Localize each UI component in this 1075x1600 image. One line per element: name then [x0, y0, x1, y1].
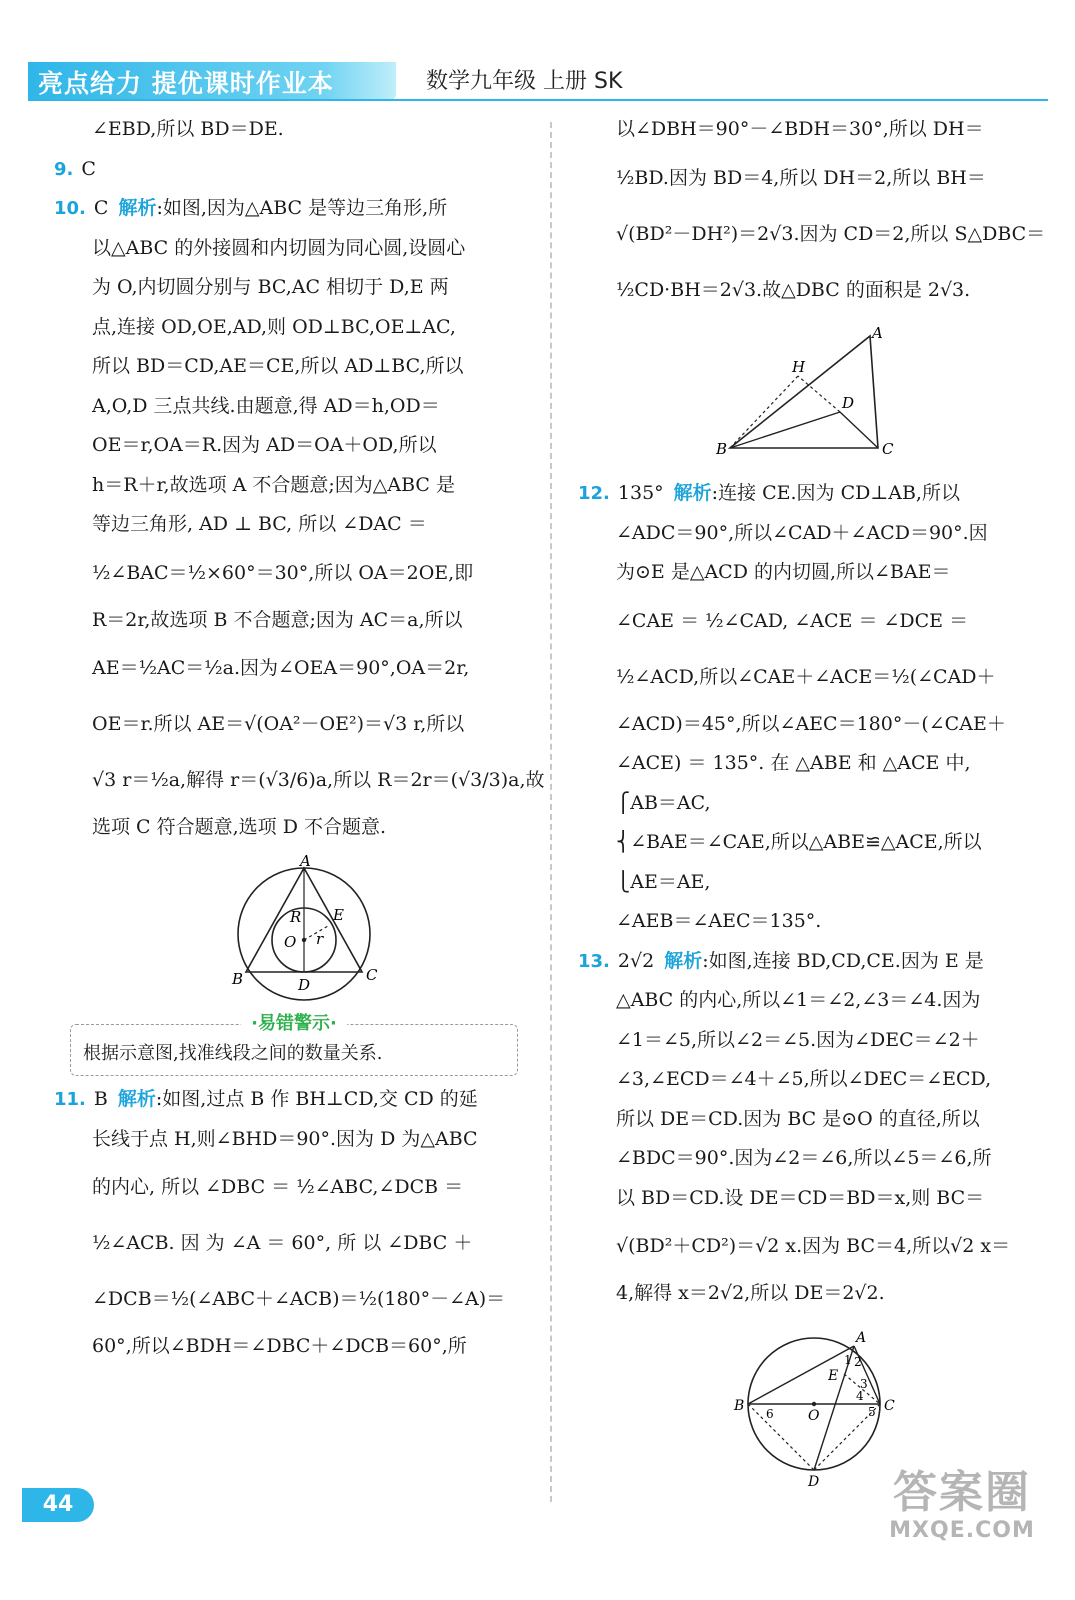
- label-D: D: [298, 975, 311, 994]
- label-B: B: [734, 1397, 745, 1414]
- question-number: 11.: [54, 1089, 86, 1110]
- label-B: B: [716, 439, 728, 454]
- figure-q10: [54, 854, 530, 1019]
- text-line: 以 BD＝CD.设 DE＝CD＝BD＝x,则 BC＝: [616, 1186, 985, 1209]
- right-column: [578, 110, 1050, 1510]
- question-13: [578, 942, 1050, 982]
- text-line: ∠BDC＝90°.因为∠2＝∠6,所以∠5＝∠6,所: [616, 1147, 992, 1169]
- warning-box: [70, 1013, 518, 1076]
- text-line: :如图,因为△ABC 是等边三角形,所: [156, 197, 448, 219]
- label-C: C: [882, 439, 894, 454]
- analysis-label: 解析: [117, 1088, 156, 1110]
- label-A: A: [872, 323, 883, 342]
- text-line: 长线于点 H,则∠BHD＝90°.因为 D 为△ABC: [92, 1127, 478, 1150]
- text-line: :连接 CE.因为 CD⊥AB,所以: [711, 482, 960, 504]
- answer: 135°: [617, 482, 664, 504]
- warning-title: ·易错警示·: [241, 1009, 347, 1039]
- text-line: ∠DCB＝½(∠ABC＋∠ACB)＝½(180°－∠A)＝: [92, 1288, 506, 1310]
- angle-label-5: 5: [868, 1404, 876, 1419]
- text-line: ⎨∠BAE＝∠CAE,所以△ABE≌△ACE,所以: [616, 831, 982, 853]
- answer: B: [93, 1088, 108, 1110]
- watermark: [872, 1468, 1052, 1543]
- text-line: :如图,连接 BD,CD,CE.因为 E 是: [702, 949, 984, 972]
- text-line: ⎩AE＝AE,: [616, 870, 711, 893]
- text-line: OE＝r,OA＝R.因为 AD＝OA＋OD,所以: [92, 434, 437, 456]
- question-number: 10.: [54, 198, 86, 219]
- question-12: [578, 474, 1050, 514]
- label-O: O: [284, 932, 297, 951]
- text-line: ½CD·BH＝2√3.故△DBC 的面积是 2√3.: [616, 278, 971, 301]
- question-number: 13.: [578, 950, 610, 972]
- book-info: 数学九年级 上册 SK: [426, 69, 623, 94]
- text-line: ∠3,∠ECD＝∠4＋∠5,所以∠DEC＝∠ECD,: [616, 1068, 992, 1090]
- label-R: R: [290, 907, 302, 926]
- label-O: O: [808, 1407, 820, 1424]
- text-line: √3 r＝½a,解得 r＝(√3/6)a,所以 R＝2r＝(√3/3)a,故: [92, 769, 545, 791]
- text-line: △ABC 的内心,所以∠1＝∠2,∠3＝∠4.因为: [616, 989, 981, 1011]
- label-E: E: [333, 905, 344, 924]
- watermark-logo: 答案圈: [893, 1467, 1031, 1518]
- label-H: H: [792, 357, 806, 376]
- text-line: 4,解得 x＝2√2,所以 DE＝2√2.: [616, 1282, 885, 1304]
- series-title: 亮点给力 提优课时作业本: [38, 69, 334, 98]
- question-number: 9.: [54, 158, 74, 180]
- text-line: ∠CAE ＝ ½∠CAD, ∠ACE ＝ ∠DCE ＝: [616, 609, 969, 632]
- label-D: D: [842, 393, 855, 412]
- circle-triangle-diagram: [54, 854, 530, 1004]
- left-column: [54, 110, 545, 1367]
- text-line: √(BD²－DH²)＝2√3.因为 CD＝2,所以 S△DBC＝: [616, 222, 1046, 245]
- analysis-label: 解析: [664, 949, 703, 972]
- text-line: 的内心, 所以 ∠DBC ＝ ½∠ABC,∠DCB ＝: [92, 1176, 464, 1198]
- angle-label-6: 6: [766, 1406, 774, 1421]
- question-10: [54, 189, 530, 229]
- text-line: AE＝½AC＝½a.因为∠OEA＝90°,OA＝2r,: [92, 657, 470, 679]
- question-9: [54, 150, 530, 190]
- label-r: r: [316, 929, 324, 948]
- text-line: 为⊙E 是△ACD 的内切圆,所以∠BAE＝: [616, 561, 951, 583]
- text-line: A,O,D 三点共线.由题意,得 AD＝h,OD＝: [92, 394, 440, 417]
- angle-label-2: 2: [854, 1354, 862, 1369]
- text-line: ½∠BAC＝½×60°＝30°,所以 OA＝2OE,即: [92, 561, 474, 584]
- text-line: 60°,所以∠BDH＝∠DBC＋∠DCB＝60°,所: [92, 1335, 467, 1357]
- text-line: ∠1＝∠5,所以∠2＝∠5.因为∠DEC＝∠2＋: [616, 1028, 980, 1051]
- answer: C: [81, 157, 96, 180]
- text-line: 以∠DBH＝90°－∠BDH＝30°,所以 DH＝: [616, 118, 984, 140]
- triangle-incenter-diagram: [578, 324, 1050, 454]
- column-divider: [550, 122, 552, 1502]
- analysis-label: 解析: [673, 482, 712, 504]
- text-line: ∠EBD,所以 BD＝DE.: [92, 118, 284, 140]
- text-line: √(BD²＋CD²)＝√2 x.因为 BC＝4,所以√2 x＝: [616, 1235, 1011, 1257]
- label-B: B: [232, 969, 244, 988]
- label-A: A: [300, 853, 311, 870]
- text-line: ½∠ACB. 因 为 ∠A ＝ 60°, 所 以 ∠DBC ＋: [92, 1232, 473, 1254]
- text-line: ∠AEB＝∠AEC＝135°.: [616, 910, 822, 932]
- question-11: [54, 1080, 530, 1120]
- angle-label-4: 4: [856, 1388, 864, 1403]
- text-line: ∠ACD)＝45°,所以∠AEC＝180°－(∠CAE＋: [616, 712, 1006, 735]
- text-line: 以△ABC 的外接圆和内切圆为同心圆,设圆心: [92, 236, 466, 259]
- text-line: R＝2r,故选项 B 不合题意;因为 AC＝a,所以: [92, 608, 463, 631]
- text-line: ⎧AB＝AC,: [616, 791, 711, 814]
- text-line: 点,连接 OD,OE,AD,则 OD⊥BC,OE⊥AC,: [92, 315, 456, 338]
- analysis-label: 解析: [118, 197, 157, 219]
- angle-label-1: 1: [844, 1352, 852, 1367]
- label-C: C: [884, 1397, 895, 1414]
- text-line: h＝R＋r,故选项 A 不合题意;因为△ABC 是: [92, 473, 456, 496]
- label-C: C: [366, 965, 378, 984]
- angle-label-3: 3: [860, 1376, 868, 1391]
- text-line: ½∠ACD,所以∠CAE＋∠ACE＝½(∠CAD＋: [616, 665, 996, 688]
- text-line: 等边三角形, AD ⊥ BC, 所以 ∠DAC ＝: [92, 513, 427, 535]
- question-number: 12.: [578, 483, 610, 504]
- header-divider: [28, 99, 1048, 101]
- text-line: ∠ADC＝90°,所以∠CAD＋∠ACD＝90°.因: [616, 521, 988, 544]
- label-E: E: [828, 1367, 839, 1384]
- page-number: 44: [22, 1488, 94, 1522]
- circle-incenter-diagram: [578, 1320, 1050, 1490]
- text-line: 为 O,内切圆分别与 BC,AC 相切于 D,E 两: [92, 276, 449, 298]
- text-line: ∠ACE) ＝ 135°. 在 △ABE 和 △ACE 中,: [616, 752, 971, 774]
- label-D: D: [808, 1473, 820, 1490]
- warning-text: 根据示意图,找准线段之间的数量关系.: [83, 1043, 383, 1064]
- answer: C: [93, 197, 109, 219]
- answer: 2√2: [617, 949, 655, 972]
- figure-q11: [578, 324, 1050, 469]
- text-line: 所以 BD＝CD,AE＝CE,所以 AD⊥BC,所以: [92, 355, 464, 377]
- text-line: :如图,过点 B 作 BH⊥CD,交 CD 的延: [155, 1088, 478, 1110]
- watermark-url: MXQE.COM: [889, 1518, 1035, 1543]
- text-line: ½BD.因为 BD＝4,所以 DH＝2,所以 BH＝: [616, 166, 986, 189]
- text-line: 选项 C 符合题意,选项 D 不合题意.: [92, 816, 387, 838]
- text-line: OE＝r.所以 AE＝√(OA²－OE²)＝√3 r,所以: [92, 713, 465, 735]
- label-A: A: [856, 1329, 867, 1346]
- text-line: 所以 DE＝CD.因为 BC 是⊙O 的直径,所以: [616, 1107, 980, 1130]
